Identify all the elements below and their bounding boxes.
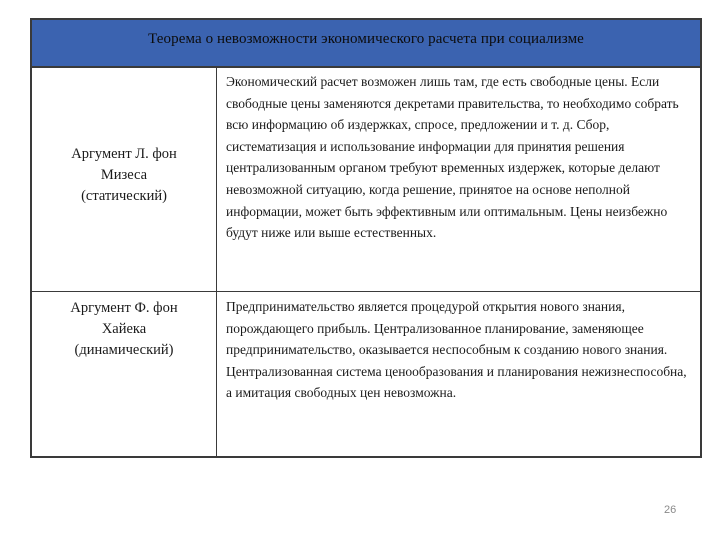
page-number: 26	[664, 504, 677, 516]
table-header	[32, 20, 700, 68]
table-row-hayek	[32, 292, 700, 456]
description-cell-hayek: Предпринимательство является процедурой открытия нового знания, порождающего прибыль. Централизованное планирование, заменяющее предпринимательство, оказывается неспособным к созданию нового знания. Централизованная система ценообразования и планирования нежизнеспособна, а имитация свободных цен невозможна.	[226, 299, 687, 401]
table-row-mises	[32, 68, 700, 292]
theorem-table	[30, 18, 702, 458]
argument-cell-mises: Аргумент Л. фон Мизеса (статический)	[32, 68, 217, 291]
table-title: Теорема о невозможности экономического расчета при социализме	[148, 31, 584, 47]
description-cell-mises: Экономический расчет возможен лишь там, где есть свободные цены. Если свободные цены заменяются декретами правительства, то необходимо собрать всю информацию об издержках, спросе, предложении и т. д. Сбор, систематизация и использование информации для принятия решения централизованным органом требуют временных издержек, которые делают невозможной ситуацию, когда решение, принятое на основе неполной информации, может быть эффективным или оптимальным. Цены неизбежно будут ниже или выше естественных.	[226, 74, 679, 241]
argument-cell-hayek: Аргумент Ф. фон Хайека (динамический)	[32, 292, 217, 456]
